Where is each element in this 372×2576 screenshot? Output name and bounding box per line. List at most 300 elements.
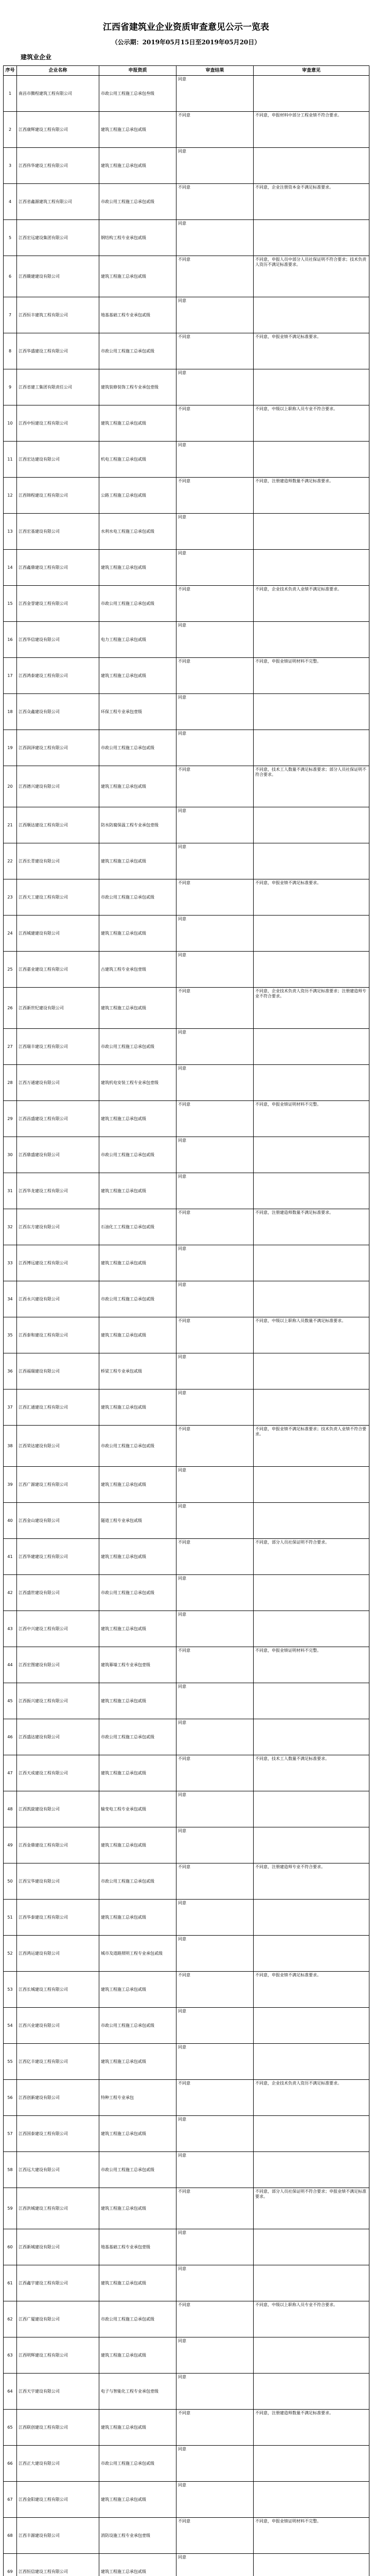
applied-qualification: 消防设施工程专业承包壹级 — [99, 2518, 176, 2554]
table-row — [4, 1173, 369, 1209]
review-opinion: 不同意，企业技术负责人资历不满足标准要求。 — [254, 2080, 369, 2116]
applied-qualification: 建筑工程施工总承包贰级 — [99, 2482, 176, 2518]
company-name: 江西华泰建设工程有限公司 — [17, 1900, 99, 1936]
review-opinion — [254, 1827, 369, 1863]
company-name: 江西恒丰建筑工程有限公司 — [17, 297, 99, 333]
review-opinion — [254, 76, 369, 112]
applied-qualification: 建筑工程施工总承包贰级 — [99, 1900, 176, 1936]
review-result: 同意 — [176, 2446, 254, 2482]
applied-qualification: 市政公用工程施工总承包贰级 — [99, 1575, 176, 1611]
row-number: 1 — [4, 76, 17, 112]
applied-qualification: 建筑工程施工总承包贰级 — [99, 2188, 176, 2229]
table-row — [4, 1755, 369, 1791]
row-number: 52 — [4, 1936, 17, 1972]
company-name: 江西华龙建设工程有限公司 — [17, 1173, 99, 1209]
company-name: 江西泰和建设工程有限公司 — [17, 1317, 99, 1353]
row-number: 22 — [4, 843, 17, 879]
company-name: 江西盛世建设有限公司 — [17, 1575, 99, 1611]
review-opinion — [254, 2554, 369, 2576]
row-number: 6 — [4, 256, 17, 297]
review-result: 同意 — [176, 2152, 254, 2188]
company-name: 江西昌盛建设工程有限公司 — [17, 1101, 99, 1137]
review-result: 不同意 — [176, 1863, 254, 1900]
applied-qualification: 市政公用工程施工总承包贰级 — [99, 2152, 176, 2188]
review-result: 同意 — [176, 514, 254, 550]
company-name: 江西宏远建设集团有限公司 — [17, 220, 99, 256]
review-opinion — [254, 2265, 369, 2301]
table-row — [4, 1281, 369, 1317]
company-name: 江西振兴建设工程有限公司 — [17, 1683, 99, 1719]
table-row — [4, 256, 369, 297]
table-row — [4, 730, 369, 766]
company-name: 江西中恒建设工程有限公司 — [17, 405, 99, 442]
table-row — [4, 1900, 369, 1936]
review-result: 同意 — [176, 1683, 254, 1719]
review-result: 不同意 — [176, 2410, 254, 2446]
review-opinion: 不同意，申报业绩证明材料不完整。 — [254, 1647, 369, 1683]
company-name: 江西鑫宇建设工程有限公司 — [17, 2265, 99, 2301]
company-name: 江西明辉建设工程有限公司 — [17, 2337, 99, 2374]
review-result: 不同意 — [176, 2518, 254, 2554]
row-number: 35 — [4, 1317, 17, 1353]
company-name: 江西宏达建设有限公司 — [17, 442, 99, 478]
table-row — [4, 442, 369, 478]
table-row — [4, 952, 369, 988]
review-opinion: 不同意，申报业绩证明材料不完整。 — [254, 1101, 369, 1137]
table-row — [4, 766, 369, 807]
company-name: 江西正大建设有限公司 — [17, 2446, 99, 2482]
table-row — [4, 1719, 369, 1755]
applied-qualification: 建筑工程施工总承包贰级 — [99, 1317, 176, 1353]
row-number: 28 — [4, 1065, 17, 1101]
review-opinion — [254, 843, 369, 879]
table-row — [4, 1611, 369, 1647]
table-row — [4, 1936, 369, 1972]
review-result: 同意 — [176, 1900, 254, 1936]
row-number: 55 — [4, 2044, 17, 2080]
review-opinion: 不同意，注册建造师数量不满足标准要求。 — [254, 1209, 369, 1245]
column-header-qualification: 申报资质 — [99, 66, 176, 76]
applied-qualification: 建筑工程施工总承包贰级 — [99, 1467, 176, 1503]
row-number: 43 — [4, 1611, 17, 1647]
company-name: 江西伟华建设工程有限公司 — [17, 148, 99, 184]
company-name: 江西华建建设工程有限公司 — [17, 1539, 99, 1575]
review-opinion — [254, 1936, 369, 1972]
applied-qualification: 建筑工程施工总承包贰级 — [99, 1755, 176, 1791]
review-opinion: 不同意，申报业绩不满足标准要求。 — [254, 1972, 369, 2008]
row-number: 62 — [4, 2301, 17, 2337]
table-row — [4, 988, 369, 1029]
applied-qualification: 市政公用工程施工总承包贰级 — [99, 333, 176, 369]
review-opinion — [254, 1281, 369, 1317]
review-opinion — [254, 1611, 369, 1647]
review-result: 同意 — [176, 1467, 254, 1503]
review-result: 同意 — [176, 2044, 254, 2080]
company-name: 江西长青建设有限公司 — [17, 843, 99, 879]
review-opinion — [254, 694, 369, 730]
table-row — [4, 843, 369, 879]
row-number: 64 — [4, 2374, 17, 2410]
review-result: 不同意 — [176, 1101, 254, 1137]
column-header-result: 审查结果 — [176, 66, 254, 76]
review-opinion — [254, 2116, 369, 2152]
applied-qualification: 建筑工程施工总承包贰级 — [99, 1539, 176, 1575]
table-row — [4, 2554, 369, 2576]
applied-qualification: 特种工程专业承包 — [99, 2080, 176, 2116]
row-number: 19 — [4, 730, 17, 766]
applied-qualification: 建筑工程施工总承包贰级 — [99, 916, 176, 952]
table-row — [4, 2374, 369, 2410]
row-number: 61 — [4, 2265, 17, 2301]
company-name: 江西新城建设有限公司 — [17, 2229, 99, 2265]
review-opinion — [254, 2008, 369, 2044]
table-row — [4, 1863, 369, 1900]
row-number: 32 — [4, 1209, 17, 1245]
company-name: 江西广厦建设有限公司 — [17, 2301, 99, 2337]
review-result: 同意 — [176, 1827, 254, 1863]
review-result: 不同意 — [176, 2188, 254, 2229]
qualification-table — [3, 65, 369, 2576]
review-result: 同意 — [176, 442, 254, 478]
row-number: 8 — [4, 333, 17, 369]
review-opinion — [254, 2482, 369, 2518]
company-name: 江西天成建设工程有限公司 — [17, 1755, 99, 1791]
applied-qualification: 建筑工程施工总承包贰级 — [99, 405, 176, 442]
company-name: 江西天工建设工程有限公司 — [17, 879, 99, 916]
company-name: 江西永兴建设有限公司 — [17, 1281, 99, 1317]
table-row — [4, 1503, 369, 1539]
row-number: 58 — [4, 2152, 17, 2188]
review-result: 同意 — [176, 1611, 254, 1647]
applied-qualification: 建筑工程施工总承包贰级 — [99, 2554, 176, 2576]
row-number: 2 — [4, 112, 17, 148]
review-opinion — [254, 2374, 369, 2410]
company-name: 江西东方建设有限公司 — [17, 1209, 99, 1245]
review-result: 不同意 — [176, 1539, 254, 1575]
applied-qualification: 市政公用工程施工总承包贰级 — [99, 879, 176, 916]
company-name: 江西万通建设有限公司 — [17, 1065, 99, 1101]
table-row — [4, 478, 369, 514]
table-row — [4, 1647, 369, 1683]
table-row — [4, 514, 369, 550]
table-row — [4, 2008, 369, 2044]
company-name: 江西顺达建设工程有限公司 — [17, 807, 99, 843]
company-name: 江西盛达建设有限公司 — [17, 1719, 99, 1755]
review-result: 同意 — [176, 2116, 254, 2152]
review-opinion — [254, 1065, 369, 1101]
review-result: 同意 — [176, 622, 254, 658]
table-row — [4, 1539, 369, 1575]
row-number: 27 — [4, 1029, 17, 1065]
applied-qualification: 市政公用工程施工总承包贰级 — [99, 1426, 176, 1467]
table-row — [4, 879, 369, 916]
review-result: 同意 — [176, 2265, 254, 2301]
table-row — [4, 2229, 369, 2265]
table-row — [4, 1389, 369, 1426]
row-number: 69 — [4, 2554, 17, 2576]
row-number: 5 — [4, 220, 17, 256]
applied-qualification: 防水防腐保温工程专业承包壹级 — [99, 807, 176, 843]
table-row — [4, 658, 369, 694]
review-opinion: 不同意，技术工人数量不满足标准要求；部分人员社保证明不符合要求。 — [254, 766, 369, 807]
review-result: 不同意 — [176, 333, 254, 369]
applied-qualification: 桥梁工程专业承包贰级 — [99, 1353, 176, 1389]
review-result: 同意 — [176, 2554, 254, 2576]
table-header-row — [4, 66, 369, 76]
publicity-period: （公示期：2019年05月15日至2019年05月20日） — [111, 39, 261, 46]
company-name: 江西亿丰建设工程有限公司 — [17, 2044, 99, 2080]
review-result: 同意 — [176, 2337, 254, 2374]
company-name: 江西宏基建设有限公司 — [17, 514, 99, 550]
applied-qualification: 市政公用工程施工总承包贰级 — [99, 730, 176, 766]
table-row — [4, 1065, 369, 1101]
review-result: 不同意 — [176, 405, 254, 442]
review-result: 不同意 — [176, 988, 254, 1029]
review-opinion — [254, 1467, 369, 1503]
row-number: 54 — [4, 2008, 17, 2044]
review-result: 同意 — [176, 369, 254, 405]
company-name: 江西鸿泰建设工程有限公司 — [17, 658, 99, 694]
company-name: 江西荣达建设有限公司 — [17, 1426, 99, 1467]
review-result: 同意 — [176, 916, 254, 952]
review-result: 同意 — [176, 1503, 254, 1539]
column-header-no: 序号 — [4, 66, 17, 76]
applied-qualification: 建筑工程施工总承包贰级 — [99, 988, 176, 1029]
review-result: 同意 — [176, 1719, 254, 1755]
table-row — [4, 694, 369, 730]
company-name: 江西瑞丰建设工程有限公司 — [17, 1029, 99, 1065]
review-result: 不同意 — [176, 112, 254, 148]
row-number: 24 — [4, 916, 17, 952]
row-number: 20 — [4, 766, 17, 807]
row-number: 9 — [4, 369, 17, 405]
applied-qualification: 隧道工程专业承包贰级 — [99, 1503, 176, 1539]
company-name: 江西省建工集团有限责任公司 — [17, 369, 99, 405]
applied-qualification: 建筑工程施工总承包贰级 — [99, 148, 176, 184]
applied-qualification: 环保工程专业承包壹级 — [99, 694, 176, 730]
company-name: 江西宝华建设有限公司 — [17, 1863, 99, 1900]
company-name: 江西长城建设工程有限公司 — [17, 1972, 99, 2008]
table-row — [4, 916, 369, 952]
row-number: 31 — [4, 1173, 17, 1209]
review-opinion: 不同意，申报业绩不满足标准要求。 — [254, 333, 369, 369]
company-name: 江西新世纪建设有限公司 — [17, 988, 99, 1029]
review-result: 同意 — [176, 1065, 254, 1101]
row-number: 33 — [4, 1245, 17, 1281]
company-name: 江西锦程建设工程有限公司 — [17, 478, 99, 514]
row-number: 26 — [4, 988, 17, 1029]
table-row — [4, 112, 369, 148]
applied-qualification: 建筑工程施工总承包贰级 — [99, 2337, 176, 2374]
row-number: 48 — [4, 1791, 17, 1827]
table-row — [4, 2482, 369, 2518]
review-opinion: 不同意，企业注册资本金不满足标准要求。 — [254, 184, 369, 220]
row-number: 30 — [4, 1137, 17, 1173]
company-name: 江西众鑫建设有限公司 — [17, 694, 99, 730]
table-row — [4, 1209, 369, 1245]
table-row — [4, 148, 369, 184]
row-number: 57 — [4, 2116, 17, 2152]
table-row — [4, 220, 369, 256]
review-opinion — [254, 148, 369, 184]
row-number: 34 — [4, 1281, 17, 1317]
company-name: 江西汇通建设工程有限公司 — [17, 1389, 99, 1426]
review-result: 同意 — [176, 2482, 254, 2518]
applied-qualification: 市政公用工程施工总承包贰级 — [99, 184, 176, 220]
row-number: 42 — [4, 1575, 17, 1611]
review-result: 同意 — [176, 1137, 254, 1173]
page-title: 江西省建筑业企业资质审查意见公示一览表 — [103, 22, 269, 32]
review-opinion — [254, 1029, 369, 1065]
review-opinion — [254, 369, 369, 405]
table-row — [4, 1791, 369, 1827]
table-row — [4, 2518, 369, 2554]
row-number: 36 — [4, 1353, 17, 1389]
review-opinion — [254, 622, 369, 658]
row-number: 41 — [4, 1539, 17, 1575]
applied-qualification: 建筑工程施工总承包贰级 — [99, 2116, 176, 2152]
applied-qualification: 建筑工程施工总承包贰级 — [99, 1101, 176, 1137]
table-row — [4, 1245, 369, 1281]
review-opinion — [254, 1683, 369, 1719]
review-result: 同意 — [176, 1575, 254, 1611]
table-row — [4, 1029, 369, 1065]
applied-qualification: 市政公用工程施工总承包贰级 — [99, 1029, 176, 1065]
review-opinion: 不同意，申报业绩证明材料不完整。 — [254, 2518, 369, 2554]
review-result: 同意 — [176, 694, 254, 730]
applied-qualification: 市政公用工程施工总承包贰级 — [99, 1137, 176, 1173]
review-result: 不同意 — [176, 478, 254, 514]
table-row — [4, 1426, 369, 1467]
row-number: 40 — [4, 1503, 17, 1539]
review-result: 同意 — [176, 1173, 254, 1209]
review-opinion: 不同意，注册建造师数量不满足标准要求。 — [254, 478, 369, 514]
row-number: 16 — [4, 622, 17, 658]
review-result: 同意 — [176, 148, 254, 184]
applied-qualification: 建筑机电安装工程专业承包壹级 — [99, 1065, 176, 1101]
table-row — [4, 2337, 369, 2374]
review-result: 同意 — [176, 807, 254, 843]
row-number: 18 — [4, 694, 17, 730]
table-row — [4, 2265, 369, 2301]
company-name: 江西金阳建设工程有限公司 — [17, 2482, 99, 2518]
review-opinion — [254, 1575, 369, 1611]
applied-qualification: 机电工程施工总承包贰级 — [99, 442, 176, 478]
row-number: 37 — [4, 1389, 17, 1426]
table-row — [4, 2446, 369, 2482]
row-number: 39 — [4, 1467, 17, 1503]
review-result: 同意 — [176, 952, 254, 988]
review-result: 不同意 — [176, 1426, 254, 1467]
company-name: 江西城建建设有限公司 — [17, 916, 99, 952]
company-name: 江西嘉业建设工程有限公司 — [17, 952, 99, 988]
review-opinion: 不同意，中级以上职称人员数量不满足标准要求。 — [254, 1317, 369, 1353]
applied-qualification: 输变电工程专业承包贰级 — [99, 1791, 176, 1827]
review-result: 同意 — [176, 297, 254, 333]
applied-qualification: 建筑工程施工总承包贰级 — [99, 256, 176, 297]
applied-qualification: 市政公用工程施工总承包贰级 — [99, 1281, 176, 1317]
table-row — [4, 622, 369, 658]
row-number: 45 — [4, 1683, 17, 1719]
row-number: 25 — [4, 952, 17, 988]
review-result: 不同意 — [176, 1647, 254, 1683]
review-opinion — [254, 442, 369, 478]
review-opinion — [254, 807, 369, 843]
review-opinion: 不同意，申报业绩证明材料不完整。 — [254, 658, 369, 694]
table-row — [4, 550, 369, 586]
review-opinion — [254, 2152, 369, 2188]
row-number: 53 — [4, 1972, 17, 2008]
table-row — [4, 76, 369, 112]
company-name: 江西恒信建设工程有限公司 — [17, 2554, 99, 2576]
column-header-opinion: 审查意见 — [254, 66, 369, 76]
table-row — [4, 333, 369, 369]
review-result: 不同意 — [176, 766, 254, 807]
review-result: 不同意 — [176, 658, 254, 694]
table-row — [4, 1575, 369, 1611]
company-name: 江西康辉建设工程有限公司 — [17, 112, 99, 148]
company-name: 江西金鼎建设工程有限公司 — [17, 1827, 99, 1863]
row-number: 12 — [4, 478, 17, 514]
table-row — [4, 2044, 369, 2080]
table-row — [4, 2301, 369, 2337]
applied-qualification: 市政公用工程施工总承包贰级 — [99, 1863, 176, 1900]
review-result: 同意 — [176, 843, 254, 879]
row-number: 59 — [4, 2188, 17, 2229]
review-opinion — [254, 1503, 369, 1539]
table-row — [4, 2116, 369, 2152]
applied-qualification: 市政公用工程施工总承包贰级 — [99, 2301, 176, 2337]
applied-qualification: 市政公用工程施工总承包贰级 — [99, 1719, 176, 1755]
row-number: 44 — [4, 1647, 17, 1683]
applied-qualification: 地基基础工程专业承包贰级 — [99, 297, 176, 333]
row-number: 56 — [4, 2080, 17, 2116]
review-result: 不同意 — [176, 184, 254, 220]
applied-qualification: 城市及道路照明工程专业承包贰级 — [99, 1936, 176, 1972]
row-number: 46 — [4, 1719, 17, 1755]
table-row — [4, 1317, 369, 1353]
row-number: 60 — [4, 2229, 17, 2265]
applied-qualification: 建筑工程施工总承包贰级 — [99, 550, 176, 586]
review-opinion: 不同意，中级以上职称人员专业不符合要求。 — [254, 405, 369, 442]
review-result: 同意 — [176, 76, 254, 112]
row-number: 23 — [4, 879, 17, 916]
company-name: 江西丰源建设有限公司 — [17, 2518, 99, 2554]
table-row — [4, 1683, 369, 1719]
row-number: 4 — [4, 184, 17, 220]
review-result: 同意 — [176, 1353, 254, 1389]
applied-qualification: 电子与智能化工程专业承包壹级 — [99, 2374, 176, 2410]
review-opinion: 不同意，企业技术负责人业绩不满足标准要求。 — [254, 586, 369, 622]
applied-qualification: 建筑工程施工总承包贰级 — [99, 1827, 176, 1863]
row-number: 11 — [4, 442, 17, 478]
company-name: 江西洪城建设工程有限公司 — [17, 2188, 99, 2229]
applied-qualification: 建筑工程施工总承包贰级 — [99, 658, 176, 694]
table-row — [4, 2188, 369, 2229]
review-opinion: 不同意，申报人员中部分人员社保证明不符合要求；技术负责人资历不满足标准要求。 — [254, 256, 369, 297]
applied-qualification: 石油化工工程施工总承包贰级 — [99, 1209, 176, 1245]
company-name: 江西鸿运建设有限公司 — [17, 1936, 99, 1972]
review-result: 不同意 — [176, 256, 254, 297]
row-number: 50 — [4, 1863, 17, 1900]
review-opinion: 不同意，技术工人数量不满足标准要求。 — [254, 1755, 369, 1791]
applied-qualification: 地基基础工程专业承包壹级 — [99, 2229, 176, 2265]
applied-qualification: 市政公用工程施工总承包贰级 — [99, 586, 176, 622]
row-number: 15 — [4, 586, 17, 622]
review-opinion — [254, 1245, 369, 1281]
company-name: 江西润泽建设工程有限公司 — [17, 730, 99, 766]
row-number: 66 — [4, 2446, 17, 2482]
